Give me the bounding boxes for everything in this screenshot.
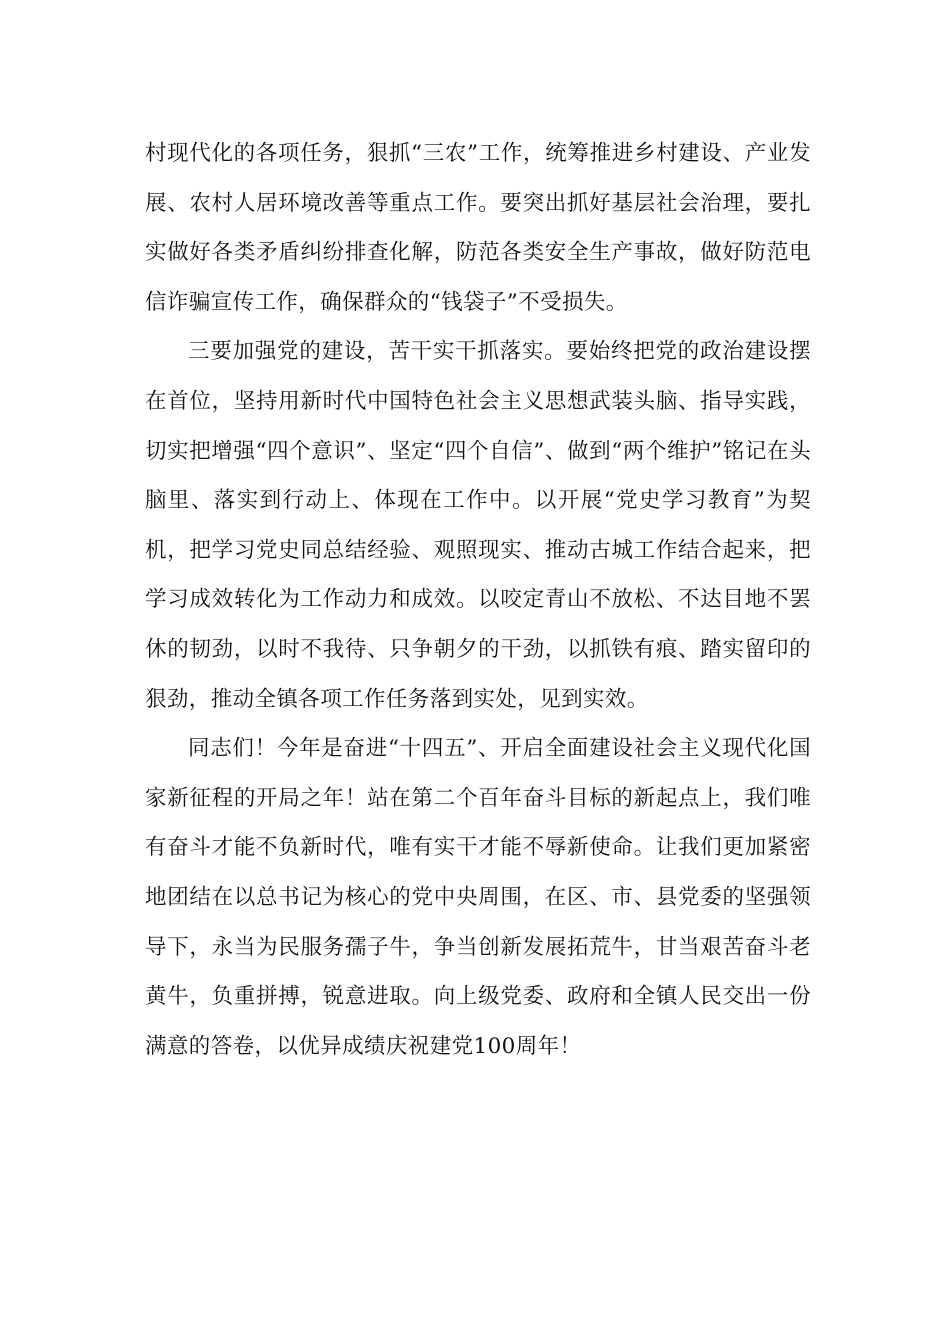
paragraph-3: 同志们！今年是奋进“十四五”、开启全面建设社会主义现代化国家新征程的开局之年！站在第二个百年奋斗目标的新起点上，我们唯有奋斗才能不负新时代，唯有实干才能不辱新使命。让我们更加紧密地团结在以总书记为核心的党中央周围，在区、市、县党委的坚强领导下，永当为民服务孺子牛，争当创新发展拓荒牛，甘当艰苦奋斗老黄牛，负重拼搏，锐意进取。向上级党委、政府和全镇人民交出一份满意的答卷，以优异成绩庆祝建党100周年！ xyxy=(145,736,811,1059)
paragraph-1: 村现代化的各项任务，狠抓“三农”工作，统筹推进乡村建设、产业发展、农村人居环境改善等重点工作。要突出抓好基层社会治理，要扎实做好各类矛盾纠纷排查化解，防范各类安全生产事故，做好防范电信诈骗宣传工作，确保群众的“钱袋子”不受损失。 xyxy=(145,141,811,315)
document-body xyxy=(145,129,811,1071)
paragraph-2: 三要加强党的建设，苦干实干抓落实。要始终把党的政治建设摆在首位，坚持用新时代中国特色社会主义思想武装头脑、指导实践，切实把增强“四个意识”、坚定“四个自信”、做到“两个维护”铭记在头脑里、落实到行动上、体现在工作中。以开展“党史学习教育”为契机，把学习党史同总结经验、观照现实、推动古城工作结合起来，把学习成效转化为工作动力和成效。以咬定青山不放松、不达目地不罢休的韧劲，以时不我待、只争朝夕的干劲，以抓铁有痕、踏实留印的狠劲，推动全镇各项工作任务落到实处，见到实效。 xyxy=(145,339,811,712)
